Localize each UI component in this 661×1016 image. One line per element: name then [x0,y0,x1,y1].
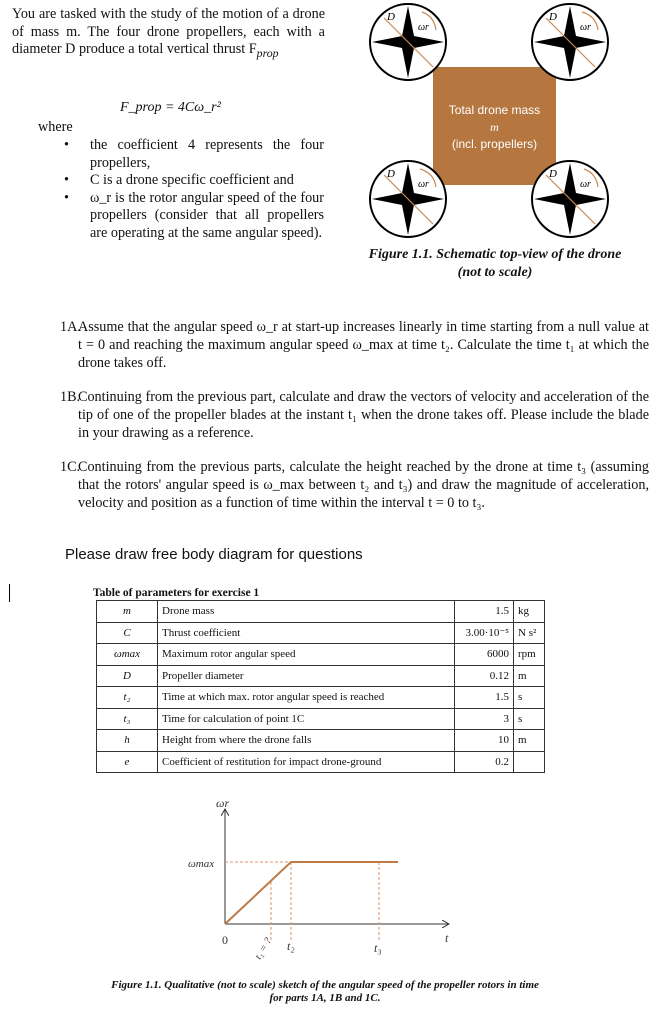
cell-symbol: e [97,751,158,773]
cell-symbol: h [97,730,158,752]
caption-line-1: Figure 1.1. Qualitative (not to scale) sketch of the angular speed of the propeller rotors in time [111,979,539,991]
cell-unit: kg [514,601,545,623]
thrust-equation: F_prop = 4Cω_r² [120,100,221,115]
parameters-table [96,600,545,773]
cell-unit: N s² [514,622,545,644]
cell-description: Time for calculation of point 1C [158,708,455,730]
drone-body-label [433,102,556,153]
cell-description: Maximum rotor angular speed [158,644,455,666]
diameter-label: D [549,168,557,180]
thrust-subscript: prop [256,45,279,60]
t3-label: t₃ [374,941,382,955]
caption-line-2: for parts 1A, 1B and 1C. [269,992,381,1004]
propeller [370,161,446,237]
where-label: where [38,119,73,135]
y-axis-label: ωr [216,796,230,810]
angular-speed-label: ωr [580,179,591,190]
diameter-label: D [387,168,395,180]
cell-unit [514,751,545,773]
cell-description: Time at which max. rotor angular speed is reached [158,687,455,709]
table-title: Table of parameters for exercise 1 [93,587,260,599]
intro-paragraph [12,6,325,62]
question-label: 1A. [60,319,81,335]
text-cursor [9,584,10,602]
cell-value: 0.12 [455,665,514,687]
cell-description: Coefficient of restitution for impact drone-ground [158,751,455,773]
cell-value: 1.5 [455,687,514,709]
intro-text: You are tasked with the study of the motion of a drone of mass m. The four drone propellers, each with a diameter D produce a total vertical thrust F [12,6,325,57]
box-line-2: m [490,120,499,134]
instruction-text: Please draw free body diagram for questions [65,546,363,563]
cell-unit: m [514,730,545,752]
angular-speed-line [225,862,398,924]
cell-description: Drone mass [158,601,455,623]
table-row [97,751,545,773]
x-axis-label: t [445,931,449,945]
box-line-1: Total drone mass [448,103,541,117]
bullet-item: • the coefficient 4 represents the four propellers, [90,137,324,172]
diameter-label: D [387,11,395,23]
bullet-item: • ω_r is the rotor angular speed of the four propellers (consider that all propellers are operating at the same angular speed). [90,190,324,243]
caption-line-2: (not to scale) [457,265,533,280]
figure2-caption [70,979,580,1005]
question-1a [62,318,649,372]
cell-value: 3 [455,708,514,730]
question-1c [62,458,649,512]
bullet-list [90,137,324,242]
question-label: 1B. [60,389,81,405]
cell-description: Thrust coefficient [158,622,455,644]
table-row [97,687,545,709]
cell-description: Height from where the drone falls [158,730,455,752]
cell-value: 6000 [455,644,514,666]
question-text: Continuing from the previous parts, calculate the height reached by the drone at time t₃ (assuming that the rotors' angular speed is ω_max between t₂ and t₃) and draw the magnitude of acceleration, velocity and position as a function of time within the interval t = 0 to t₃. [78,459,649,511]
diameter-label: D [549,11,557,23]
t1-label: t₁ = ? [253,936,275,962]
table-row [97,644,545,666]
box-line-3: (incl. propellers) [451,137,538,151]
question-label: 1C. [60,459,81,475]
cell-unit: s [514,708,545,730]
angular-speed-label: ωr [418,179,429,190]
cell-symbol: ωmax [97,644,158,666]
cell-unit: m [514,665,545,687]
bullet-item: • C is a drone specific coefficient and [90,172,324,190]
question-text: Continuing from the previous part, calculate and draw the vectors of velocity and acceleration of the tip of one of the propeller blades at the instant t₁ when the drone takes off. Please include the blade in your drawing as a reference. [78,389,649,441]
origin-label: 0 [222,933,228,947]
table-row [97,601,545,623]
cell-symbol: D [97,665,158,687]
angular-speed-label: ωr [418,22,429,33]
caption-line-1: Figure 1.1. Schematic top-view of the drone [368,247,622,262]
cell-symbol: m [97,601,158,623]
questions [62,318,649,512]
cell-symbol: C [97,622,158,644]
cell-symbol: t₂ [97,687,158,709]
cell-unit: s [514,687,545,709]
cell-unit: rpm [514,644,545,666]
cell-value: 3.00·10⁻⁵ [455,622,514,644]
cell-description: Propeller diameter [158,665,455,687]
question-1b [62,388,649,442]
cell-value: 10 [455,730,514,752]
angular-speed-chart [180,790,470,970]
table-row [97,665,545,687]
cell-value: 1.5 [455,601,514,623]
cell-symbol: t₃ [97,708,158,730]
figure1-caption [350,246,640,282]
question-text: Assume that the angular speed ω_r at start-up increases linearly in time starting from a null value at t = 0 and reaching the maximum angular speed ω_max at time t₂. Calculate the time t₁ at which the drone takes off. [78,319,649,371]
propeller [532,161,608,237]
cell-value: 0.2 [455,751,514,773]
propeller [370,4,446,80]
table-row [97,622,545,644]
t2-label: t₂ [287,939,295,953]
omega-max-tick: ωmax [188,858,215,870]
angular-speed-label: ωr [580,22,591,33]
table-row [97,708,545,730]
propeller [532,4,608,80]
table-row [97,730,545,752]
